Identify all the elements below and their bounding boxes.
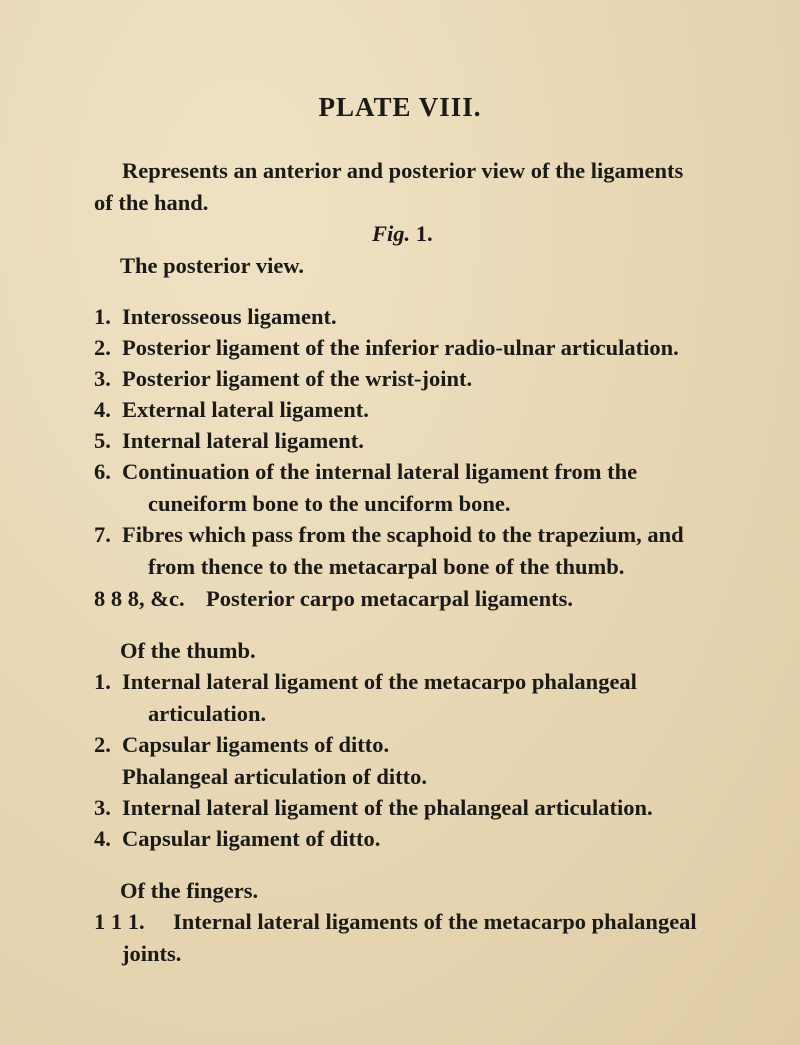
posterior-item-7-text: Fibres which pass from the scaphoid to the trapezium, and [122,522,684,547]
posterior-item-7-number: 7. [94,522,111,547]
posterior-item-6-number: 6. [94,459,111,484]
figure-label: Fig. [372,221,411,246]
posterior-item-8-text: Posterior carpo metacarpal ligaments. [206,586,573,611]
posterior-item-5-text: Internal lateral ligament. [122,428,364,453]
thumb-heading: Of the thumb. [120,638,256,663]
posterior-item-3-text: Posterior ligament of the wrist-joint. [122,366,473,391]
page-title: PLATE VIII. [318,92,482,122]
thumb-item-2-number: 2. [94,732,111,757]
posterior-item-5-number: 5. [94,428,111,453]
thumb-item-1-text: Internal lateral ligament of the metacarpo phalangeal [122,669,637,694]
posterior-item-6-text: Continuation of the internal lateral ligament from the [122,459,638,484]
thumb-item-3-text: Internal lateral ligament of the phalangeal articulation. [122,795,653,820]
intro-line-1: Represents an anterior and posterior view of the ligaments [122,158,684,183]
posterior-item-1-text: Interosseous ligament. [122,304,337,329]
fingers-heading: Of the fingers. [120,878,259,903]
posterior-item-2-number: 2. [94,335,111,360]
thumb-item-1-number: 1. [94,669,111,694]
posterior-item-4-text: External lateral ligament. [122,397,369,422]
posterior-item-3-number: 3. [94,366,111,391]
thumb-item-2-text: Capsular ligaments of ditto. [122,732,390,757]
intro-line-2: of the hand. [94,190,209,215]
thumb-item-1-text-cont: articulation. [148,701,267,726]
posterior-item-6-text-cont: cuneiform bone to the unciform bone. [148,491,511,516]
thumb-item-4-text: Capsular ligament of ditto. [122,826,381,851]
fingers-item-1-number: 1 1 1. [94,909,145,934]
thumb-item-2-text-cont: Phalangeal articulation of ditto. [122,764,427,789]
fingers-item-1-text-cont: joints. [122,941,182,966]
posterior-item-7-text-cont: from thence to the metacarpal bone of the thumb. [148,554,625,579]
figure-number: 1. [415,221,433,246]
posterior-item-4-number: 4. [94,397,111,422]
posterior-heading: The posterior view. [120,253,304,278]
posterior-item-1-number: 1. [94,304,111,329]
figure-caption [372,223,433,246]
thumb-item-4-number: 4. [94,826,111,851]
posterior-item-2-text: Posterior ligament of the inferior radio-ulnar articulation. [122,335,679,360]
thumb-item-3-number: 3. [94,795,111,820]
fingers-item-1-text: Internal lateral ligaments of the metacarpo phalangeal [173,909,697,934]
posterior-item-8-number: 8 8 8, &c. [94,586,185,611]
